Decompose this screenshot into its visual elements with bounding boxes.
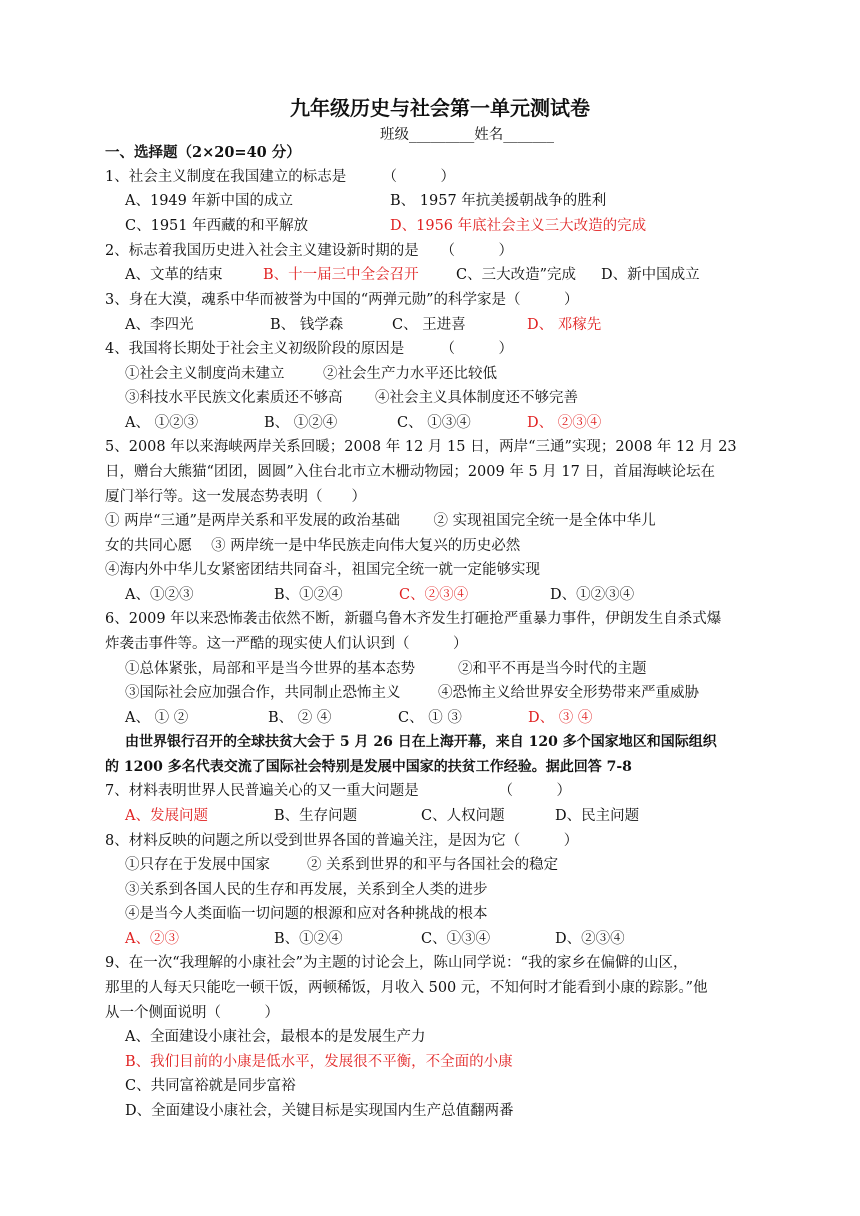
material-line-2: 的 1200 多名代表交流了国际社会特别是发展中国家的扶贫工作经验。据此回答 7-8 xyxy=(105,759,632,775)
q4-statement-1: ①社会主义制度尚未建立 xyxy=(125,366,285,382)
q5-line-6: ④海内外中华儿女紧密团结共同奋斗，祖国完全统一就一定能够实现 xyxy=(105,562,540,578)
q9-option-c: C、共同富裕就是同步富裕 xyxy=(125,1078,296,1094)
q1-option-b: B、 1957 年抗美援朝战争的胜利 xyxy=(390,193,607,209)
q9-line-3: 从一个侧面说明（ ） xyxy=(105,1005,279,1021)
q8-option-c: C、①③④ xyxy=(421,931,491,947)
q2-option-a: A、文革的结束 xyxy=(125,267,223,283)
q8-statement-2: ② 关系到世界的和平与各国社会的稳定 xyxy=(307,857,559,873)
material-line-1: 由世界银行召开的全球扶贫大会于 5 月 26 日在上海开幕，来自 120 多个国家地区和国际组织 xyxy=(125,734,717,750)
q8-stem: 8、材料反映的问题之所以受到世界各国的普遍关注，是因为它（ ） xyxy=(105,833,579,849)
q1-option-c: C、1951 年西藏的和平解放 xyxy=(125,218,309,234)
q6-statement-2: ②和平不再是当今时代的主题 xyxy=(458,661,647,677)
q7-option-d: D、民主问题 xyxy=(555,808,640,824)
q8-statement-1: ①只存在于发展中国家 xyxy=(125,857,270,873)
class-name-line: 班级_________姓名_______ xyxy=(380,127,554,143)
q3-option-c: C、 王进喜 xyxy=(392,317,466,333)
q7-option-a-answer: A、发展问题 xyxy=(125,808,208,824)
page-title: 九年级历史与社会第一单元测试卷 xyxy=(290,96,590,120)
q2-option-b-answer: B、十一届三中全会召开 xyxy=(263,267,419,283)
q5-option-a: A、①②③ xyxy=(125,587,194,603)
q9-option-d: D、全面建设小康社会，关键目标是实现国内生产总值翻两番 xyxy=(125,1103,514,1119)
q4-option-c: C、 ①③④ xyxy=(397,415,471,431)
q4-stem: 4、我国将长期处于社会主义初级阶段的原因是 （ ） xyxy=(105,341,513,357)
q6-line-2: 炸袭击事件等。这一严酷的现实使人们认识到（ ） xyxy=(105,636,468,652)
q9-line-1: 9、在一次“我理解的小康社会”为主题的讨论会上，陈山同学说：“我的家乡在偏僻的山区， xyxy=(105,955,688,971)
q6-option-c: C、 ① ③ xyxy=(398,710,462,726)
q5-option-d: D、①②③④ xyxy=(550,587,635,603)
q5-line-3: 厦门举行等。这一发展态势表明（ ） xyxy=(105,489,366,505)
q3-option-b: B、 钱学森 xyxy=(270,317,344,333)
q6-option-a: A、 ① ② xyxy=(125,710,189,726)
q3-option-a: A、李四光 xyxy=(125,317,194,333)
q9-option-a: A、全面建设小康社会，最根本的是发展生产力 xyxy=(125,1029,426,1045)
q2-option-d: D、新中国成立 xyxy=(601,267,700,283)
section-heading: 一、选择题（2×20=40 分） xyxy=(105,144,301,161)
q4-statement-4: ④社会主义具体制度还不够完善 xyxy=(375,390,578,406)
q5-option-b: B、①②④ xyxy=(274,587,343,603)
q6-statement-1: ①总体紧张，局部和平是当今世界的基本态势 xyxy=(125,661,415,677)
q8-statement-4: ④是当今人类面临一切问题的根源和应对各种挑战的根本 xyxy=(125,906,488,922)
q4-statement-3: ③科技水平民族文化素质还不够高 xyxy=(125,390,343,406)
q8-option-b: B、①②④ xyxy=(274,931,343,947)
q6-line-1: 6、2009 年以来恐怖袭击依然不断，新疆乌鲁木齐发生打砸抢严重暴力事件，伊朗发生自杀式爆 xyxy=(105,611,722,627)
q5-line-2: 日，赠台大熊猫“团团，圆圆”入住台北市立木栅动物园；2009 年 5 月 17 日，首届海峡论坛在 xyxy=(105,464,715,480)
q6-option-b: B、 ② ④ xyxy=(268,710,332,726)
q4-option-b: B、 ①②④ xyxy=(264,415,338,431)
q6-statement-4: ④恐怖主义给世界安全形势带来严重威胁 xyxy=(438,685,699,701)
q2-stem: 2、标志着我国历史进入社会主义建设新时期的是 （ ） xyxy=(105,243,513,259)
q8-statement-3: ③关系到各国人民的生存和再发展，关系到全人类的进步 xyxy=(125,882,488,898)
q4-statement-2: ②社会生产力水平还比较低 xyxy=(323,366,497,382)
q6-statement-3: ③国际社会应加强合作，共同制止恐怖主义 xyxy=(125,685,401,701)
q1-option-a: A、1949 年新中国的成立 xyxy=(125,193,293,209)
q1-stem: 1、社会主义制度在我国建立的标志是 （ ） xyxy=(105,169,455,185)
q4-option-a: A、 ①②③ xyxy=(125,415,199,431)
q3-stem: 3、身在大漠，魂系中华而被誉为中国的“两弹元勋”的科学家是（ ） xyxy=(105,292,579,308)
q5-line-4: ① 两岸“三通”是两岸关系和平发展的政治基础 ② 实现祖国完全统一是全体中华儿 xyxy=(105,513,656,529)
q9-option-b-answer: B、我们目前的小康是低水平，发展很不平衡，不全面的小康 xyxy=(125,1054,513,1070)
q5-option-c-answer: C、②③④ xyxy=(399,587,469,603)
q2-option-c: C、三大改造”完成 xyxy=(456,267,577,283)
q1-option-d-answer: D、1956 年底社会主义三大改造的完成 xyxy=(390,218,647,234)
q4-option-d-answer: D、 ②③④ xyxy=(527,415,602,431)
q7-option-c: C、人权问题 xyxy=(421,808,505,824)
q7-option-b: B、生存问题 xyxy=(274,808,358,824)
q6-option-d-answer: D、 ③ ④ xyxy=(528,710,593,726)
q5-line-1: 5、2008 年以来海峡两岸关系回暖；2008 年 12 月 15 日，两岸“三通”实现；2008 年 12 月 23 xyxy=(105,439,737,455)
q8-option-d: D、②③④ xyxy=(555,931,625,947)
q9-line-2: 那里的人每天只能吃一顿干饭，两顿稀饭，月收入 500 元，不知何时才能看到小康的踪影。”他 xyxy=(105,980,708,996)
q3-option-d-answer: D、 邓稼先 xyxy=(527,317,602,333)
q8-option-a-answer: A、②③ xyxy=(125,931,179,947)
q7-stem: 7、材料表明世界人民普遍关心的又一重大问题是 （ ） xyxy=(105,783,571,799)
q5-line-5: 女的共同心愿 ③ 两岸统一是中华民族走向伟大复兴的历史必然 xyxy=(105,538,521,554)
